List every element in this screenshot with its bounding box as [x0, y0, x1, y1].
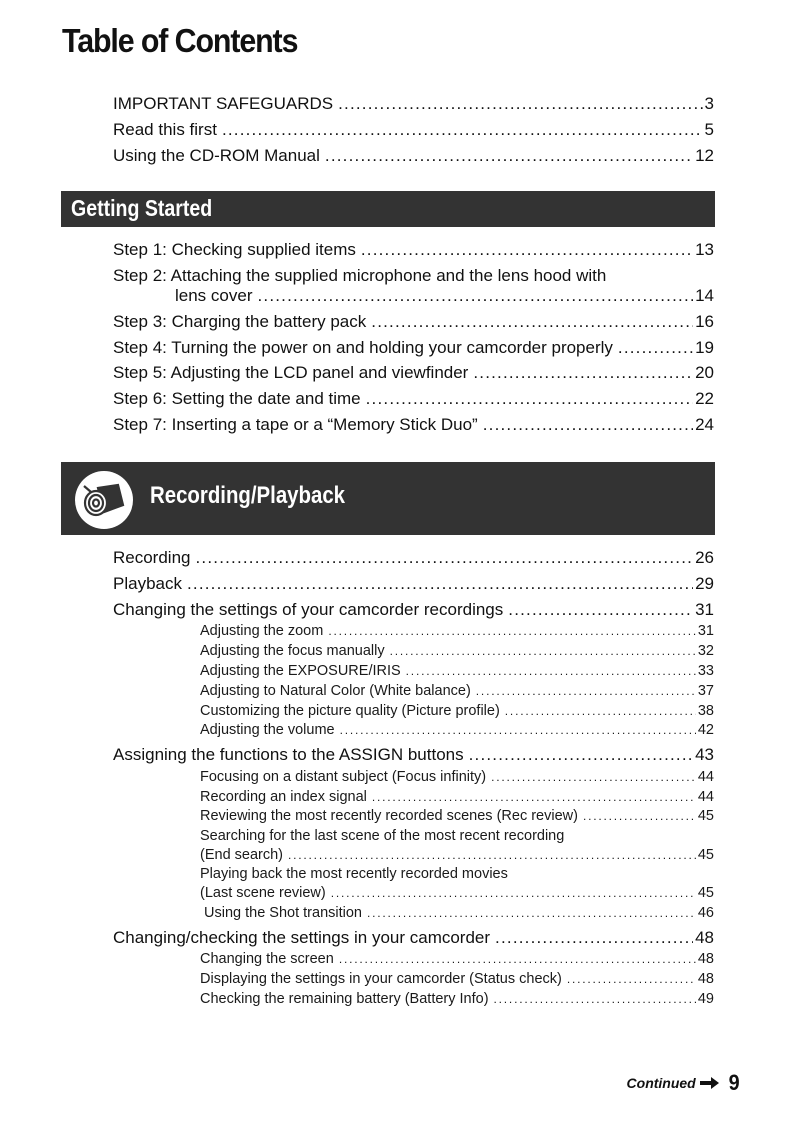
entry-label: Changing the settings of your camcorder recordings: [113, 600, 504, 619]
page-number: 9: [728, 1070, 740, 1095]
toc-subentry-battery-info[interactable]: [200, 991, 714, 1007]
entry-page: 43: [695, 745, 714, 764]
entry-page: 24: [695, 415, 714, 434]
toc-entry-assign-buttons[interactable]: [113, 745, 714, 765]
entry-label: lens cover: [175, 286, 253, 305]
entry-label: Checking the remaining battery (Battery Info): [200, 991, 489, 1007]
toc-subentry-volume[interactable]: [200, 722, 714, 738]
toc-subentry-end-search[interactable]: [200, 847, 714, 863]
toc-subentry-status-check[interactable]: [200, 971, 714, 987]
leader-dots: [567, 972, 696, 986]
entry-label: IMPORTANT SAFEGUARDS: [113, 94, 334, 113]
entry-label: Read this first: [113, 120, 217, 139]
entry-page: 42: [697, 722, 714, 738]
entry-page: 29: [695, 574, 714, 593]
toc-entry-step-2-line-1[interactable]: Step 2: Attaching the supplied microphone and the lens hood with: [113, 266, 607, 285]
arrow-right-icon: [700, 1076, 720, 1090]
entry-page: 31: [697, 623, 714, 639]
entry-page: 48: [697, 971, 714, 987]
leader-dots: [325, 146, 693, 166]
toc-entry-step-6[interactable]: [113, 389, 714, 409]
entry-page: 13: [695, 240, 714, 259]
entry-label: Focusing on a distant subject (Focus infinity): [200, 769, 487, 785]
continued-label: Continued: [626, 1075, 696, 1091]
leader-dots: [390, 644, 696, 658]
toc-entry-step-2[interactable]: [175, 286, 714, 306]
toc-entry-recording[interactable]: [113, 548, 714, 568]
entry-label: Reviewing the most recently recorded scenes (Rec review): [200, 808, 578, 824]
entry-page: 46: [697, 905, 714, 921]
camcorder-icon: [74, 470, 134, 530]
leader-dots: [288, 848, 696, 862]
leader-dots: [367, 906, 696, 920]
leader-dots: [491, 770, 696, 784]
toc-entry-step-3[interactable]: [113, 312, 714, 332]
entry-page: 19: [695, 338, 714, 357]
entry-page: 45: [697, 808, 714, 824]
leader-dots: [196, 548, 694, 568]
entry-page: 31: [695, 600, 714, 619]
leader-dots: [339, 952, 696, 966]
entry-label: Adjusting the volume: [200, 722, 335, 738]
entry-label: Step 4: Turning the power on and holding your camcorder properly: [113, 338, 613, 357]
section-title: Recording/Playback: [150, 482, 346, 509]
toc-subentry-zoom[interactable]: [200, 623, 714, 639]
toc-subentry-end-search-line-1[interactable]: Searching for the last scene of the most recent recording: [200, 828, 565, 844]
entry-label: Playback: [113, 574, 182, 593]
leader-dots: [618, 338, 693, 358]
toc-entry-step-4[interactable]: [113, 338, 714, 358]
entry-page: 45: [697, 885, 714, 901]
entry-page: 48: [697, 951, 714, 967]
leader-dots: [372, 790, 696, 804]
leader-dots: [361, 240, 693, 260]
entry-label: Changing the screen: [200, 951, 334, 967]
entry-page: 44: [697, 789, 714, 805]
entry-label: Adjusting the EXPOSURE/IRIS: [200, 663, 401, 679]
toc-entry-step-5[interactable]: [113, 363, 714, 383]
leader-dots: [187, 574, 693, 594]
leader-dots: [483, 415, 693, 435]
entry-label: Changing/checking the settings in your camcorder: [113, 928, 491, 947]
entry-label: Step 6: Setting the date and time: [113, 389, 361, 408]
entry-label: Adjusting the focus manually: [200, 643, 385, 659]
entry-page: 32: [697, 643, 714, 659]
toc-subentry-focus-infinity[interactable]: [200, 769, 714, 785]
entry-label: Step 3: Charging the battery pack: [113, 312, 367, 331]
toc-subentry-changing-screen[interactable]: [200, 951, 714, 967]
entry-page: 26: [695, 548, 714, 567]
toc-subentry-last-scene-review[interactable]: [200, 885, 714, 901]
leader-dots: [495, 928, 693, 948]
entry-page: 12: [695, 146, 714, 165]
toc-entry-read-this-first[interactable]: [113, 120, 714, 140]
entry-label: (Last scene review): [200, 885, 326, 901]
leader-dots: [328, 624, 696, 638]
leader-dots: [505, 704, 696, 718]
entry-label: Recording: [113, 548, 191, 567]
leader-dots: [366, 389, 693, 409]
entry-page: 37: [697, 683, 714, 699]
toc-subentry-last-scene-line-1[interactable]: Playing back the most recently recorded movies: [200, 866, 508, 882]
leader-dots: [494, 992, 696, 1006]
entry-page: 48: [695, 928, 714, 947]
entry-page: 44: [697, 769, 714, 785]
entry-label: Assigning the functions to the ASSIGN buttons: [113, 745, 464, 764]
entry-page: 45: [697, 847, 714, 863]
entry-page: 20: [695, 363, 714, 382]
toc-subentry-shot-transition[interactable]: [204, 905, 714, 921]
toc-entry-changing-settings[interactable]: [113, 600, 714, 620]
leader-dots: [473, 363, 693, 383]
entry-label: Adjusting the zoom: [200, 623, 324, 639]
section-title: Getting Started: [71, 195, 213, 221]
entry-label: Step 1: Checking supplied items: [113, 240, 356, 259]
leader-dots: [469, 745, 693, 765]
toc-subentry-exposure[interactable]: [200, 663, 714, 679]
entry-page: 22: [695, 389, 714, 408]
entry-page: 5: [704, 120, 714, 139]
toc-subentry-rec-review[interactable]: [200, 808, 714, 824]
entry-label: Displaying the settings in your camcorder (Status check): [200, 971, 562, 987]
toc-subentry-index-signal[interactable]: [200, 789, 714, 805]
section-header-getting-started: [61, 191, 715, 227]
leader-dots: [331, 886, 696, 900]
toc-subentry-focus[interactable]: [200, 643, 714, 659]
toc-entry-changing-checking-settings[interactable]: [113, 928, 714, 948]
entry-page: 38: [697, 703, 714, 719]
entry-page: 33: [697, 663, 714, 679]
page-title: Table of Contents: [62, 22, 298, 59]
toc-entry-step-7[interactable]: [113, 415, 714, 435]
entry-label: Step 7: Inserting a tape or a “Memory Stick Duo”: [113, 415, 478, 434]
page-footer: [627, 1070, 740, 1096]
toc-entry-step-1[interactable]: [113, 240, 714, 260]
toc-entry-cd-rom-manual[interactable]: [113, 146, 714, 166]
toc-entry-playback[interactable]: [113, 574, 714, 594]
entry-page: 16: [695, 312, 714, 331]
entry-page: 49: [697, 991, 714, 1007]
toc-subentry-picture-profile[interactable]: [200, 703, 714, 719]
entry-label: Using the CD-ROM Manual: [113, 146, 320, 165]
entry-label: (End search): [200, 847, 284, 863]
leader-dots: [257, 286, 693, 306]
entry-label: Recording an index signal: [200, 789, 367, 805]
entry-page: 14: [695, 286, 714, 305]
leader-dots: [340, 723, 696, 737]
leader-dots: [371, 312, 693, 332]
leader-dots: [508, 600, 693, 620]
entry-label: Step 5: Adjusting the LCD panel and viewfinder: [113, 363, 469, 382]
toc-entry-important-safeguards[interactable]: [113, 94, 714, 114]
entry-page: 3: [704, 94, 714, 113]
entry-label: Adjusting to Natural Color (White balance): [200, 683, 471, 699]
leader-dots: [338, 94, 702, 114]
entry-label: Using the Shot transition: [204, 905, 362, 921]
toc-subentry-white-balance[interactable]: [200, 683, 714, 699]
leader-dots: [406, 664, 696, 678]
section-header-recording-playback: [61, 462, 715, 535]
entry-label: Customizing the picture quality (Picture profile): [200, 703, 500, 719]
leader-dots: [222, 120, 703, 140]
leader-dots: [476, 684, 696, 698]
leader-dots: [583, 809, 696, 823]
